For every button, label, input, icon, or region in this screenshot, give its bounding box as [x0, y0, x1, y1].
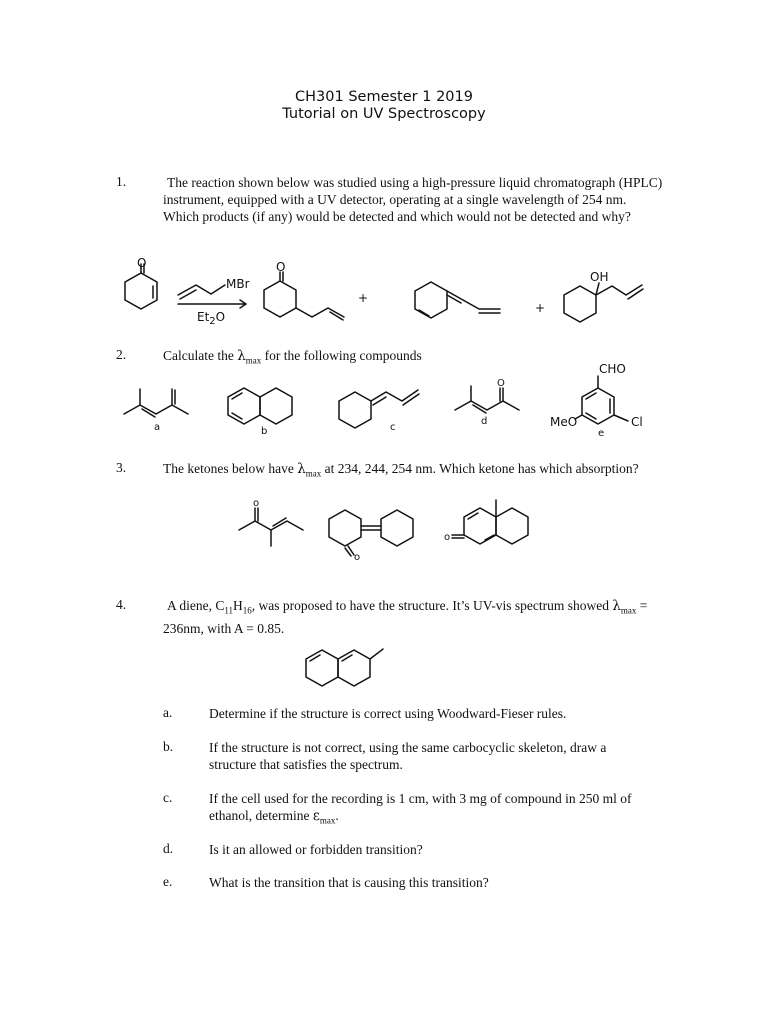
product-1-structure — [264, 260, 344, 320]
solvent-label: $Et_2O$ — [197, 310, 226, 327]
ketone-1-structure — [239, 498, 303, 546]
plus-sign-2: + — [535, 301, 546, 315]
compound-e-cho-label: CHO — [599, 362, 626, 376]
question-4-text: A diene, $C_{11}H_{16}$, was proposed to have the structure. It’s UV-vis spectrum showed $\lambda_{max} = 236nm$, with A = 0.85. — [163, 598, 648, 636]
q4-item-e-letter: e. — [163, 874, 173, 889]
compound-d-label: d — [481, 416, 488, 427]
page-subtitle: Tutorial on UV Spectroscopy — [282, 106, 486, 122]
compound-e-structure — [550, 362, 643, 439]
compound-e-meo-label: MeO — [550, 415, 578, 429]
compound-c-structure — [339, 390, 419, 433]
compound-e-cl-label: Cl — [631, 415, 643, 429]
ketone-o-label: O — [137, 256, 147, 270]
compound-c-label: c — [390, 422, 396, 433]
question-4-number: 4. — [116, 597, 127, 612]
question-2-text: Calculate the $\lambda_{max}$ for the following compounds — [163, 348, 422, 366]
q4-item-b-letter: b. — [163, 739, 174, 754]
ketone-2-o-label: o — [354, 552, 361, 563]
compound-b-label: b — [261, 426, 268, 437]
ketone-3-structure — [444, 500, 528, 544]
q4-item-e-text: What is the transition that is causing this transition? — [209, 875, 489, 890]
q4-item-c-text: If the cell used for the recording is 1 cm, with 3 mg of compound in 250 ml of ethanol, determine $\varepsilon_{max}$. — [209, 791, 632, 826]
product-2-structure — [415, 282, 500, 318]
q4-item-c-letter: c. — [163, 790, 173, 805]
oh-label: OH — [590, 270, 609, 284]
page-title: CH301 Semester 1 2019 — [295, 89, 473, 105]
q4-item-d-text: Is it an allowed or forbidden transition? — [209, 842, 423, 857]
q4-item-a-letter: a. — [163, 705, 173, 720]
reaction-arrow — [178, 300, 246, 308]
q3-ketones — [0, 495, 768, 563]
q4-item-b-text: If the structure is not correct, using the same carbocyclic skeleton, draw a structure that satisfies the spectrum. — [209, 740, 607, 772]
ketone-1-o-label: o — [253, 498, 260, 509]
question-1-number: 1. — [116, 174, 127, 189]
product-3-structure — [564, 270, 643, 322]
question-1-text: The reaction shown below was studied using a high-pressure liquid chromatograph (HPLC) instrument, equipped with a UV detector, operating at a single wavelength of 254 nm. Which products (if any) would be detected and which would not be detected and why? — [163, 175, 663, 224]
compound-b-structure — [228, 388, 292, 437]
question-2-number: 2. — [116, 347, 127, 362]
allyl-reagent-structure — [178, 277, 250, 299]
question-3-number: 3. — [116, 460, 127, 475]
compound-a-label: a — [154, 422, 161, 433]
q4-item-a-text: Determine if the structure is correct using Woodward-Fieser rules. — [209, 706, 567, 721]
q2-compounds — [0, 362, 768, 442]
compound-d-structure — [455, 378, 519, 427]
compound-e-label: e — [598, 428, 605, 439]
compound-a-structure — [124, 389, 188, 433]
cyclohexenone-structure — [125, 256, 157, 309]
q4-item-d-letter: d. — [163, 841, 174, 856]
ketone-2-structure — [329, 510, 413, 563]
ketone-3-o-label: o — [444, 532, 451, 543]
plus-sign-1: + — [358, 291, 369, 305]
reagent-label: MBr — [226, 277, 250, 291]
compound-d-o-label: O — [497, 378, 505, 389]
q4-diene-structure — [0, 643, 768, 703]
q1-reaction-scheme — [0, 255, 768, 335]
product-1-o-label: O — [276, 260, 286, 274]
question-3-text: The ketones below have $\lambda_{max}$ at 234, 244, 254 nm. Which ketone has which absorption? — [163, 461, 639, 479]
